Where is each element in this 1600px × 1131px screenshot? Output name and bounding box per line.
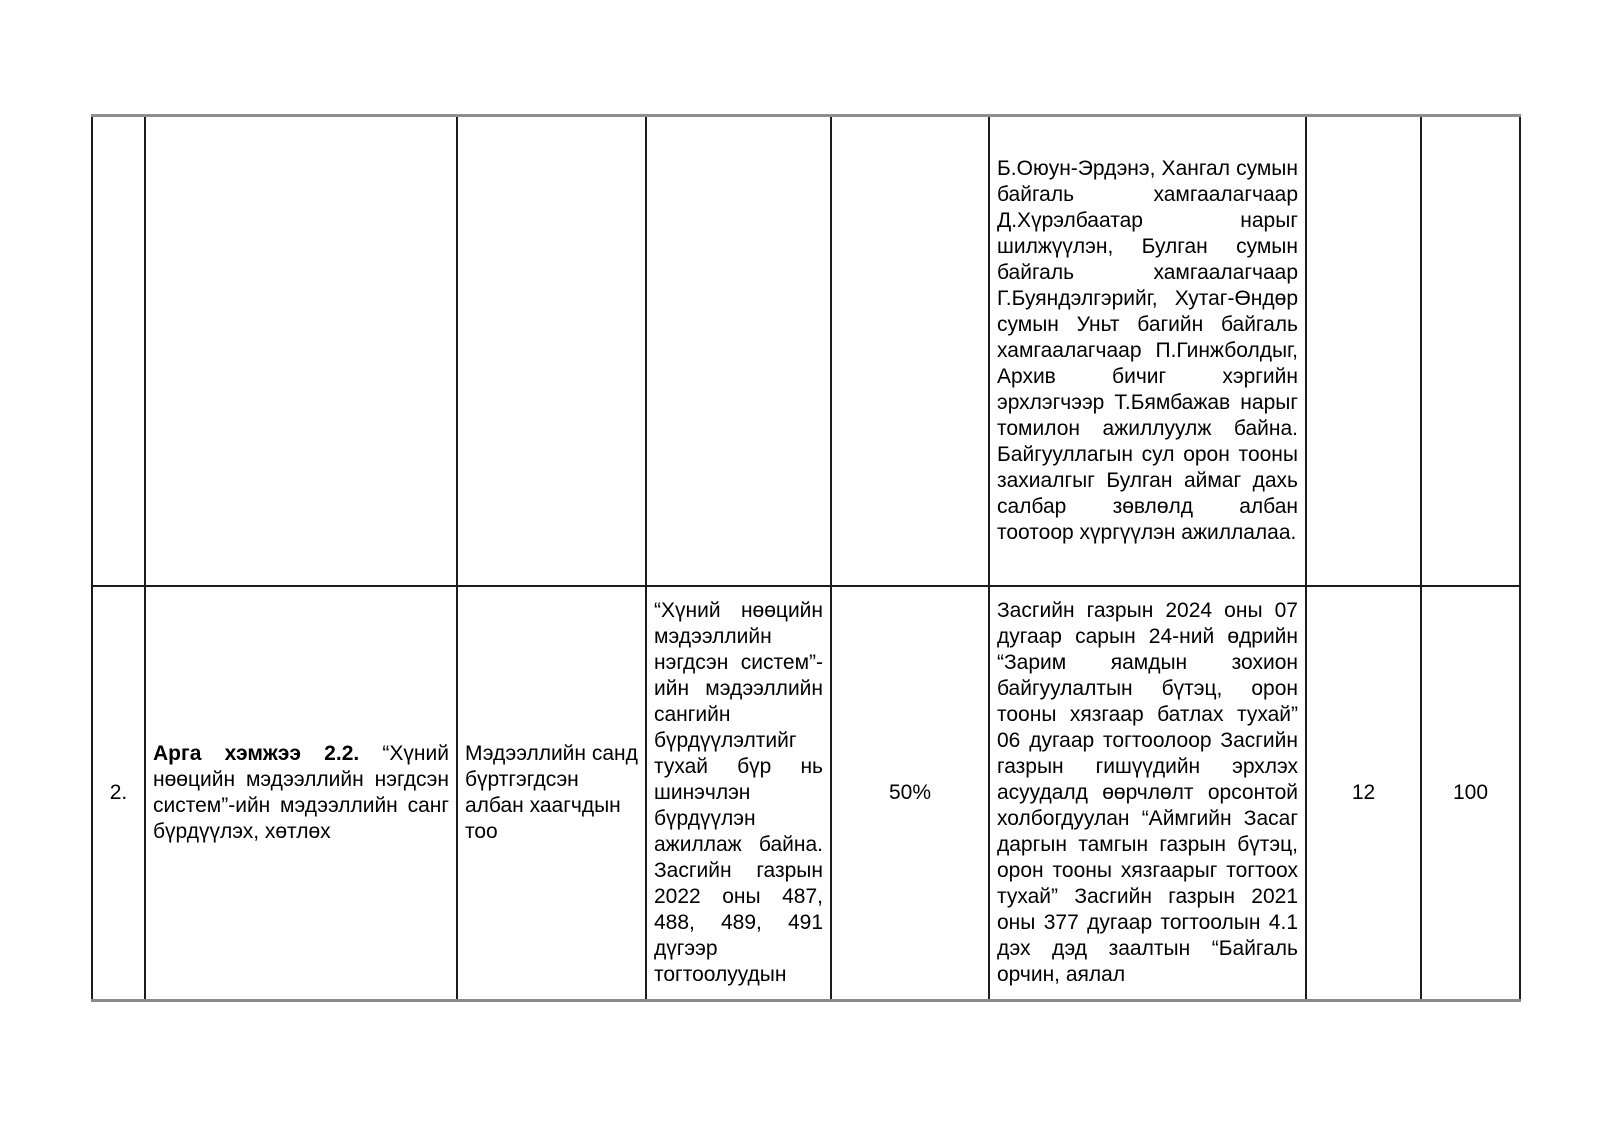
result-text: “Хүний нөөцийн мэдээллийн нэгдсэн систем”-ийн мэдээллийн сангийн бүрдүүлэлтийг тухай бүр нь шинэчлэн бүрдүүлэн ажиллаж байна. Засгийн газрын 2022 оны 487, 488, 489, 491 дүгээр тогтоолуудын (654, 598, 823, 986)
details-text: Б.Оюун-Эрдэнэ, Хангал сумын байгаль хамгаалагчаар Д.Хүрэлбаатар нарыг шилжүүлэн, Булган сумын байгаль хамгаалагчаар Г.Буяндэлгэрийг, Хутаг-Өндөр сумын Уньт багийн байгаль хамгаалагчаар П.Гинжболдыг, Архив бичиг хэргийн эрхлэгчээр Т.Бямбажав нарыг томилон ажиллуулж байна. Байгууллагын сул орон тооны захиалгыг Булган аймаг дахь салбар зөвлөлд албан тоотоор хүргүүлэн ажиллалаа. (997, 156, 1298, 544)
cell-row-number: 2. (92, 586, 145, 1001)
report-table (91, 114, 1521, 1002)
activity-text: “Хүний нөөцийн мэдээллийн нэгдсэн систем”-ийн мэдээллийн санг бүрдүүлэх, хөтлөх (153, 741, 449, 843)
cell-activity-empty (145, 116, 457, 586)
cell-result (646, 586, 831, 1001)
cell-implementation-details (989, 586, 1306, 1001)
table-row-item-2 (92, 586, 1520, 1001)
cell-result-empty (646, 116, 831, 586)
cell-percent-empty (831, 116, 989, 586)
cell-implementation-details (989, 116, 1306, 586)
cell-activity (145, 586, 457, 1001)
cell-indicator-empty (457, 116, 646, 586)
cell-total-empty (1421, 116, 1520, 586)
table-row-continuation (92, 116, 1520, 586)
cell-score: 12 (1306, 586, 1421, 1001)
cell-score-empty (1306, 116, 1421, 586)
cell-indicator: Мэдээллийн санд бүртгэгдсэн албан хаагчдын тоо (457, 586, 646, 1001)
cell-row-number-empty (92, 116, 145, 586)
cell-percent: 50% (831, 586, 989, 1001)
details-text: Засгийн газрын 2024 оны 07 дугаар сарын 24-ний өдрийн “Зарим яамдын зохион байгуулалтын бүтэц, орон тооны хязгаар батлах тухай” 06 дугаар тогтоолоор Засгийн газрын гишүүдийн эрхлэх асуудалд өөрчлөлт орсонтой холбогдуулан “Аймгийн Засаг даргын тамгын газрын бүтэц, орон тооны хязгаарыг тогтоох тухай” Засгийн газрын 2021 оны 377 дугаар тогтоолын 4.1 дэх дэд заалтын “Байгаль орчин, аялал (997, 598, 1298, 986)
activity-title: Арга хэмжээ 2.2. (153, 741, 360, 765)
cell-total: 100 (1421, 586, 1520, 1001)
